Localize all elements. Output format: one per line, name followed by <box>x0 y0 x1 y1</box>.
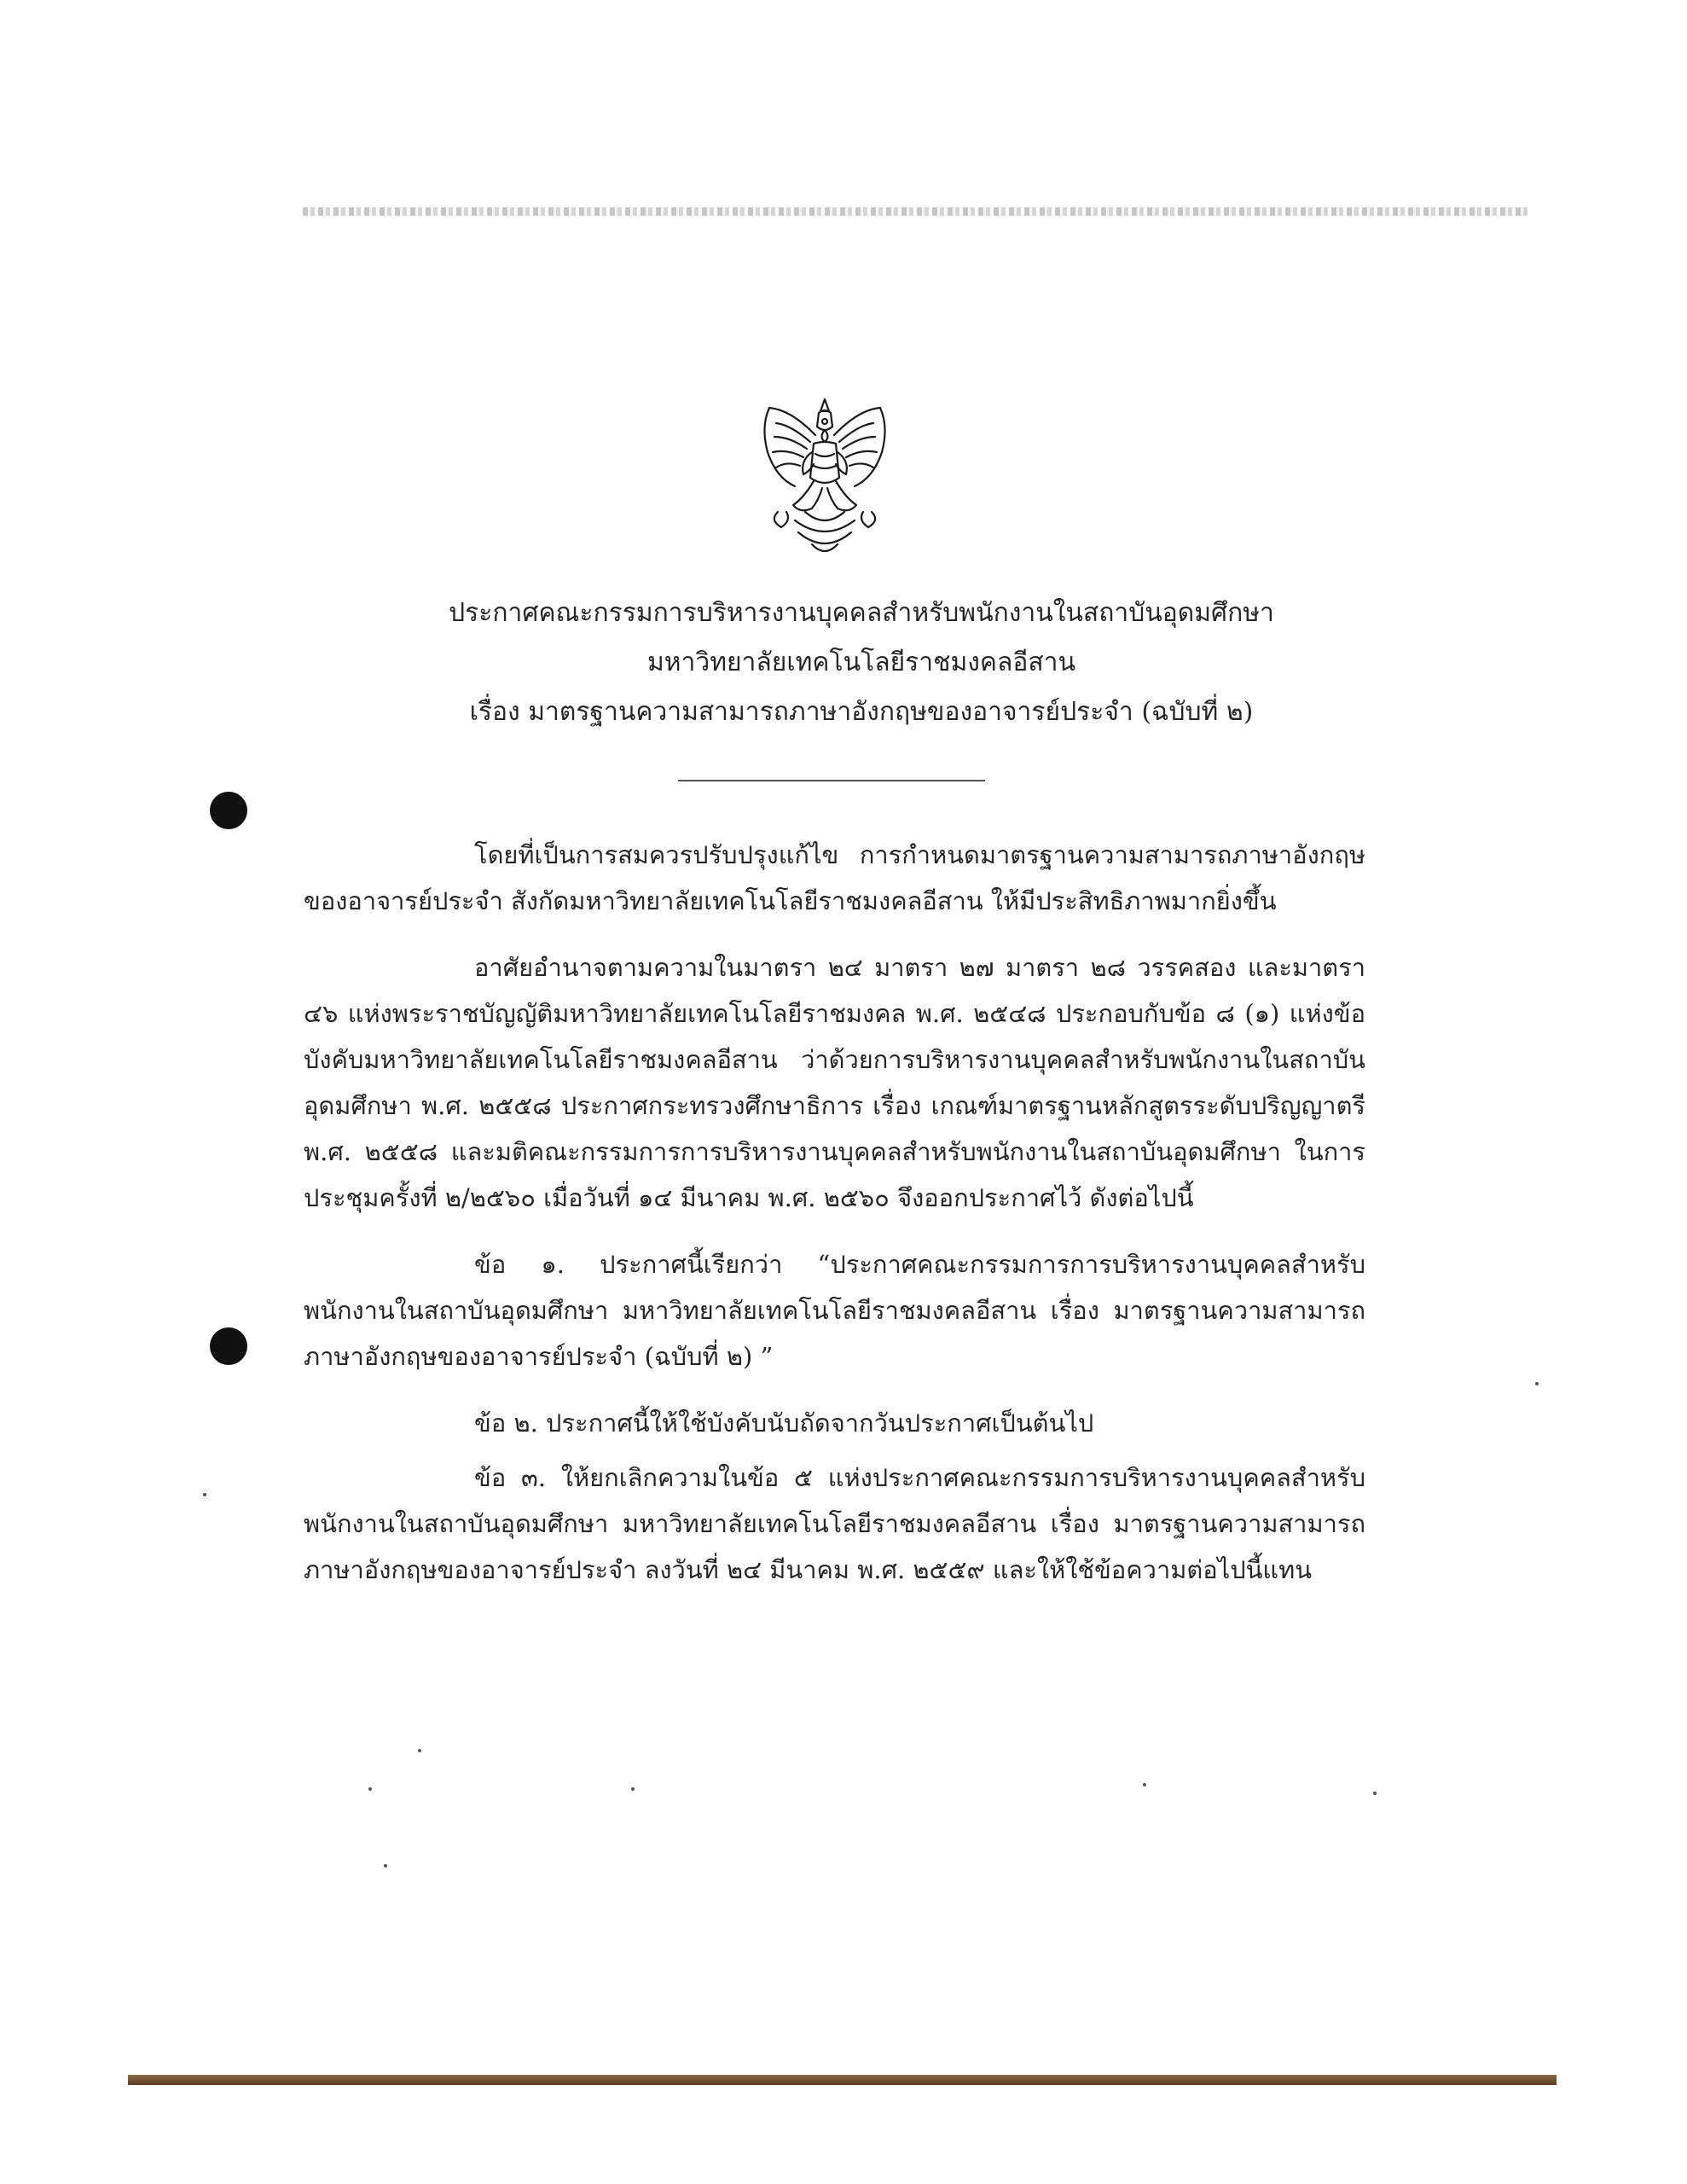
scan-artifact-line <box>303 207 1531 216</box>
paragraph-clause-1: ข้อ ๑. ประกาศนี้เรียกว่า “ประกาศคณะกรรมการการบริหารงานบุคคลสำหรับพนักงานในสถาบันอุดมศึกษา มหาวิทยาลัยเทคโนโลยีราชมงคลอีสาน เรื่อง มาตรฐานความสามารถภาษาอังกฤษของอาจารย์ประจำ (ฉบับที่ ๒) ” <box>304 1250 1365 1371</box>
page-bottom-edge <box>128 2075 1557 2085</box>
paragraph-authority: อาศัยอำนาจตามความในมาตรา ๒๔ มาตรา ๒๗ มาตรา ๒๘ วรรคสอง และมาตรา ๔๖ แห่งพระราชบัญญัติมหาวิทยาลัยเทคโนโลยีราชมงคล พ.ศ. ๒๕๔๘ ประกอบกับข้อ ๘ (๑) แห่งข้อบังคับมหาวิทยาลัยเทคโนโลยีราชมงคลอีสาน ว่าด้วยการบริหารงานบุคคลสำหรับพนักงานในสถาบันอุดมศึกษา พ.ศ. ๒๕๕๘ ประกาศกระทรวงศึกษาธิการ เรื่อง เกณฑ์มาตรฐานหลักสูตรระดับปริญญาตรี พ.ศ. ๒๕๕๘ และมติคณะกรรมการการบริหารงานบุคคลสำหรับพนักงานในสถาบันอุดมศึกษา ในการประชุมครั้งที่ ๒/๒๕๖๐ เมื่อวันที่ ๑๔ มีนาคม พ.ศ. ๒๕๖๐ จึงออกประกาศไว้ ดังต่อไปนี้ <box>304 953 1365 1212</box>
paragraph-clause-2: ข้อ ๒. ประกาศนี้ให้ใช้บังคับนับถัดจากวันประกาศเป็นต้นไป <box>474 1409 1094 1438</box>
scan-margin <box>0 2085 1687 2184</box>
header-divider <box>678 780 985 781</box>
header-title-line-2: มหาวิทยาลัยเทคโนโลยีราชมงคลอีสาน <box>646 648 1076 677</box>
paragraph-preamble: โดยที่เป็นการสมควรปรับปรุงแก้ไข การกำหนดมาตรฐานความสามารถภาษาอังกฤษของอาจารย์ประจำ สังกัดมหาวิทยาลัยเทคโนโลยีราชมงคลอีสาน ให้มีประสิทธิภาพมากยิ่งขึ้น <box>304 840 1365 915</box>
header-title-line-1: ประกาศคณะกรรมการบริหารงานบุคคลสำหรับพนักงานในสถาบันอุดมศึกษา <box>449 598 1274 628</box>
punch-hole-middle <box>210 1327 247 1365</box>
document-body <box>304 832 1365 1613</box>
announcement-header <box>307 589 1416 737</box>
punch-hole-top <box>210 792 247 829</box>
header-subject-line: เรื่อง มาตรฐานความสามารถภาษาอังกฤษของอาจารย์ประจำ (ฉบับที่ ๒) <box>469 697 1254 727</box>
paragraph-clause-3: ข้อ ๓. ให้ยกเลิกความในข้อ ๕ แห่งประกาศคณะกรรมการบริหารงานบุคคลสำหรับพนักงานในสถาบันอุดมศึกษา มหาวิทยาลัยเทคโนโลยีราชมงคลอีสาน เรื่อง มาตรฐานความสามารถภาษาอังกฤษของอาจารย์ประจำ ลงวันที่ ๒๔ มีนาคม พ.ศ. ๒๕๕๙ และให้ใช้ข้อความต่อไปนี้แทน <box>304 1463 1365 1584</box>
garuda-emblem-icon <box>744 392 906 563</box>
